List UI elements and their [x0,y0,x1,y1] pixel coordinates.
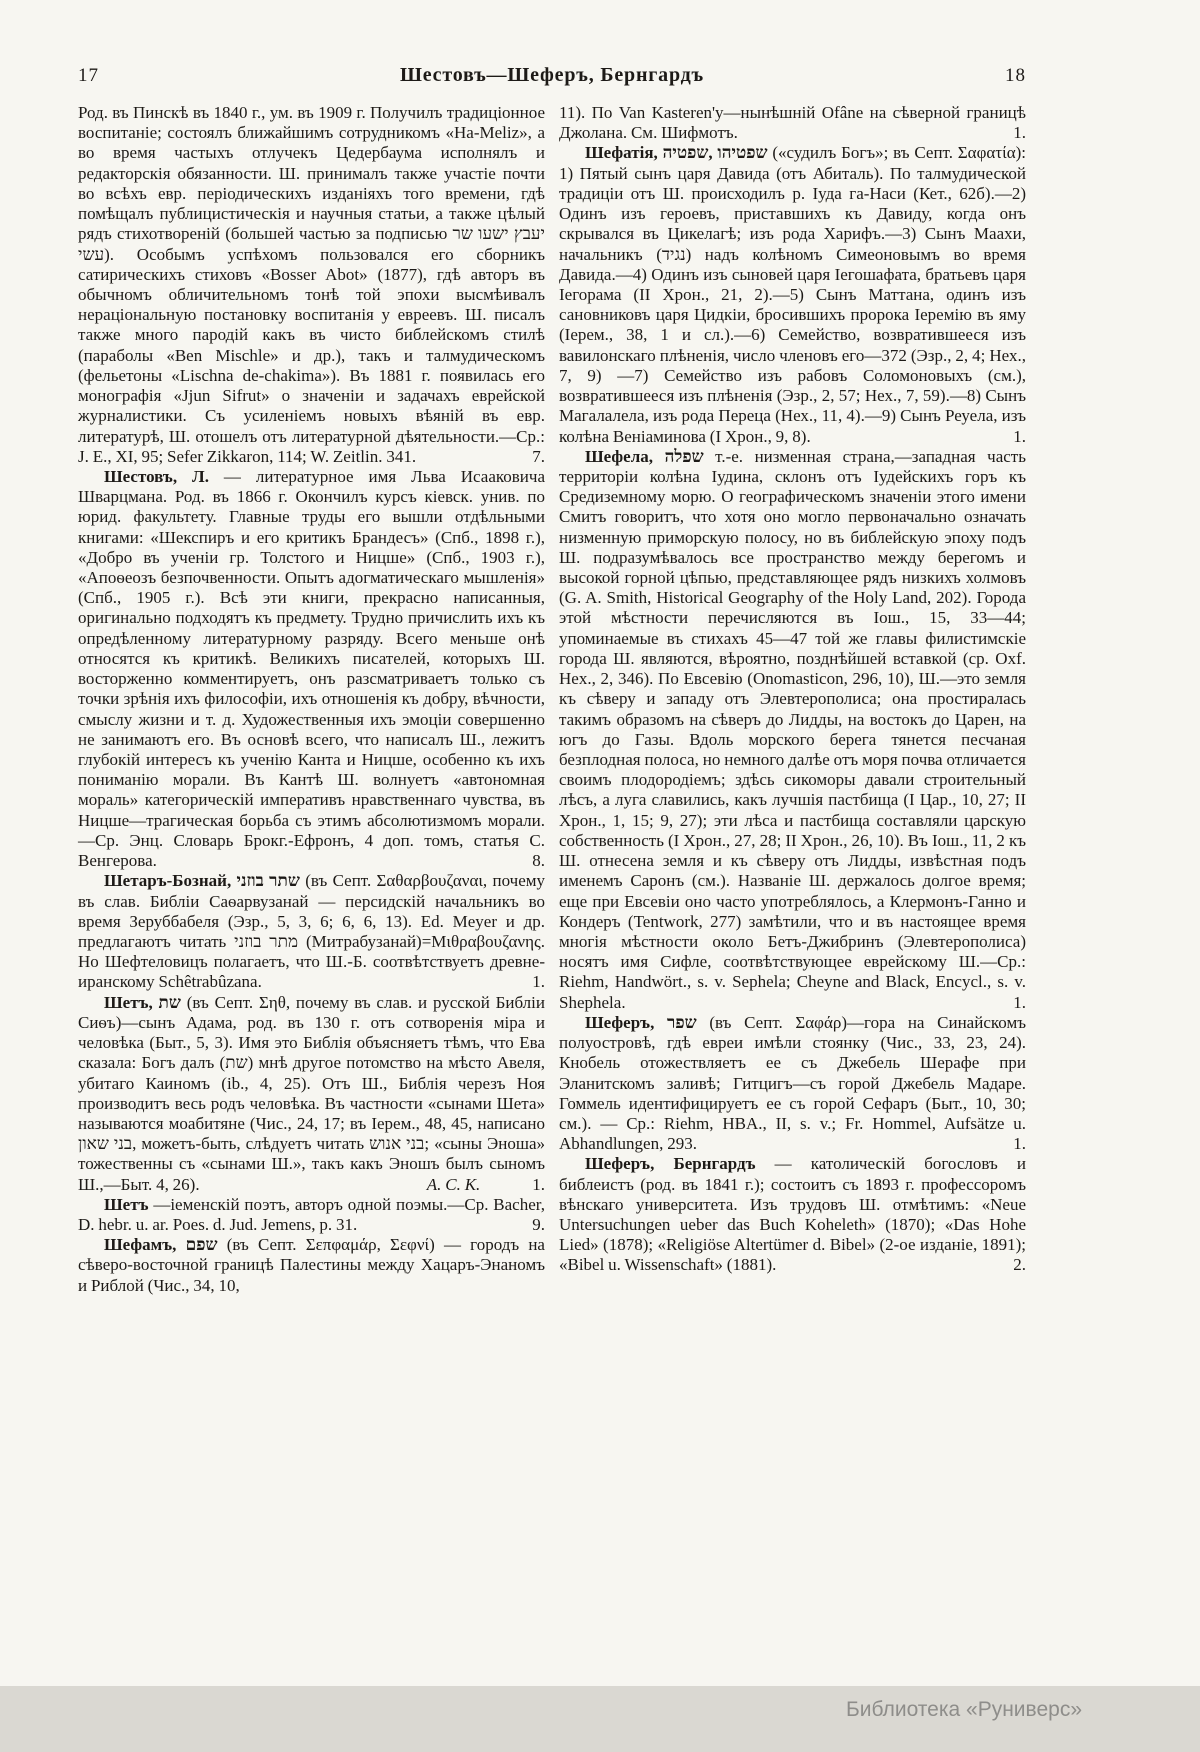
entry-headword: Шефамъ, [104,1235,177,1255]
paragraph-tail [987,1255,1026,1275]
entry-paragraph: Шеферъ, שפר (въ Септ. Σαφάρ)—гора на Синайскомъ полуостровѣ, гдѣ евреи имѣли стоянку (Чис., 33, 23, 24). Кнобель отожествляетъ ее съ Джебель Шерафе при Эланитскомъ заливѣ; Гитцигъ—съ горой Джебель Мадаре. Гоммель идентифицируетъ ее съ горой Сефаръ (Быт., 10, 30; см.). — Ср.: Riehm, HBA., II, s. v.; Fr. Hommel, Aufsätze u. Abhandlungen, 293. 1. [559,1012,1026,1154]
paragraph-tail [987,1134,1026,1154]
entry-paragraph: Шефела, שפלה т.-е. низменная страна,—западная часть территоріи колѣна Іудина, склонъ отъ Іудейскихъ горъ къ Средиземному морю. О географическомъ значеніи этого имени Смитъ говоритъ, что хотя оно могло первоначально означать низменную приморскую полосу, но въ библейскую эпоху подъ Ш. подразумѣвалось все пространство между берегомъ и высокой горной цѣпью, представляющее рядъ низкихъ холмовъ (G. A. Smith, Historical Geography of the Holy Land, 202). Города этой мѣстности перечисляются въ Іош., 15, 33—44; упоминаемые въ стихахъ 45—47 той же главы филистимскіе города Ш. являются, вѣроятно, позднѣйшей вставкой (ср. Oxf. Hex., 2, 346). По Евсевію (Onomasticon, 296, 10), Ш.—это земля къ сѣверу и западу отъ Элевтерополиса; она простиралась такимъ образомъ на сѣверъ до Лидды, на востокъ до Царен, на югъ до Газы. Вдоль морского берега тянется песчаная безплодная полоса, но немного далѣе отъ моря почва отличается своимъ плодородіемъ; здѣсь сикоморы давали строительный лѣсъ, а луга славились, какъ лучшія пастбища (I Цар., 10, 27; II Хрон., 1, 15; 9, 27); эти лѣса и пастбища составляли царскую собственность (I Хрон., 27, 28; II Хрон., 26, 10). Въ Іош., 11, 2 къ Ш. отнесена земля и къ сѣверу отъ Лидды, извѣстная подъ именемъ Саронъ (см.). Названіе Ш. держалось долгое время; еще при Евсевіи оно часто употреблялось, а Клермонъ-Ганно и Кондеръ (Tentwork, 277) замѣтили, что и въ настоящее время многія мѣстности около Бетъ-Джибринъ (Элевтерополиса) носятъ имя Сифле, соотвѣтствующее еврейскому Ш.—Ср.: Riehm, Handwört., s. v. Sephela; Cheyne and Black, Encycl., s. v. Shephela. 1. [559,446,1026,1012]
paragraph-tail [987,993,1026,1013]
right-column [559,103,1026,1296]
page-number-left: 17 [78,65,99,86]
entry-headword: Шетъ [104,1194,149,1214]
scan-footer-strip [0,1686,1200,1752]
section-number: 1. [532,972,545,992]
entry-headword: Шестовъ, Л. [104,466,209,486]
entry-paragraph: Шетъ —іеменскій поэтъ, авторъ одной поэмы.—Ср. Bacher, D. hebr. u. ar. Poes. d. Jud. Jemens, p. 31. 9. [78,1194,545,1235]
entry-paragraph: Шеферъ, Бернгардъ — католическій богословъ и библеистъ (род. въ 1841 г.); состоитъ съ 1893 г. профессоромъ вѣнскаго университета. Изъ трудовъ Ш. отмѣтимъ: «Neue Untersuchungen ueber das Buch Koheleth» (1870); «Das Hohe Lied» (1878); «Religiöse Altertümer d. Bibel» (2-ое изданіе, 1891); «Bibel u. Wissenschaft» (1881). 2. [559,1154,1026,1275]
section-number: 8. [532,851,545,871]
paragraph-tail [506,851,545,871]
entry-headword: Шетаръ-Бознай, [104,871,232,891]
paragraph-tail [506,1215,545,1235]
entry-paragraph: Шетъ, שת (въ Септ. Σηθ, почему въ слав. и русской Библіи Сиѳъ)—сынъ Адама, род. въ 130 г. отъ сотворенія міра и человѣка (Быт., 5, 3). Имя это Библія объясняетъ тѣмъ, что Ева сказала: Богъ далъ (שת) мнѣ другое потомство на мѣсто Авеля, убитаго Каиномъ (ib., 4, 25). Отъ Ш., Библія черезъ Ноя производитъ весь родъ человѣка. Въ частности «сынами Шета» называются моабитяне (Чис., 24, 17; въ Іерем., 48, 45, написано בני שאון, можетъ-быть, слѣдуетъ читать בני אנוש; «сыны Эноша» тожественны съ «сынами Ш.», такъ какъ Эношъ былъ сыномъ Ш.,—Быт. 4, 26). А. С. К. 1. [78,992,545,1194]
entry-paragraph: Шестовъ, Л. — литературное имя Льва Исааковича Шварцмана. Род. въ 1866 г. Окончилъ курсъ кіевск. унив. по юрид. факультету. Главные труды его вышли отдѣльными книгами: «Шекспиръ и его критикъ Брандесъ» (Спб., 1898 г.), «Добро въ ученіи гр. Толстого и Ницше» (Спб., 1903 г.), «Апоѳеозъ безпочвенности. Опытъ адогматическаго мышленія» (Спб., 1905 г.). Всѣ эти книги, прекрасно написанныя, оригинально подходятъ къ предмету. Трудно причислить ихъ къ опредѣленному литературному разряду. Всего меньше онѣ относятся къ критикѣ. Великихъ писателей, которыхъ Ш. восторженно комментируетъ, онъ разсматриваетъ только съ точки зрѣнія ихъ философіи, ихъ отношенія къ добру, вѣчности, смыслу жизни и т. д. Художественныя ихъ эмоціи совершенно не занимаютъ его. Въ основѣ всего, что написалъ Ш., лежитъ глубокій интересъ къ ученію Канта и Ницше, особенно къ ихъ пониманію морали. Въ Кантѣ Ш. волнуетъ «автономная мораль» категорическій императивъ нравственнаго чувства, въ Ницше—трагическая борьба съ этимъ абсолютизмомъ морали.—Ср. Энц. Словарь Брокг.-Ефронъ, 4 доп. томъ, статья С. Венгерова. 8. [78,466,545,871]
entry-headword: Шетъ, [104,992,153,1012]
hebrew-headword: שפם [185,1235,218,1255]
continuation-paragraph: Род. въ Пинскѣ въ 1840 г., ум. въ 1909 г. Получилъ традиціонное воспитаніе; состоялъ ближайшимъ сотрудникомъ «Ha-Meliz», а во время частыхъ отлучекъ Цедербаума исполнялъ и редакторскія обязанности. Ш. принималъ также участіе почти во всѣхъ евр. періодическихъ изданіяхъ того времени, гдѣ помѣщалъ публицистическія и научныя статьи, а также цѣлый рядъ стихотвореній (большей частью за подписью יעבץ ישעו שר עשי). Особымъ успѣхомъ пользовался его сборникъ сатирическихъ стиховъ «Bosser Abot» (1877), гдѣ авторъ въ обычномъ обличительномъ тонѣ той эпохи высмѣивалъ нераціональную постановку воспитанія у евреевъ. Ш. писалъ также много пародій какъ въ чисто библейскомъ стилѣ (параболы «Ben Mischle» и др.), такъ и талмудическомъ (фельетоны «Lischna de-chakima»). Въ 1881 г. появилась его монографія «Jjun Sifrut» о значеніи и задачахъ еврейской журналистики. Съ усиленіемъ новыхъ вѣяній въ евр. литературѣ, Ш. отошелъ отъ литературной дѣятельности.—Ср.: J. E., XI, 95; Sefer Zikkaron, 114; W. Zeitlin. 341. 7. [78,103,545,466]
paragraph-tail [506,972,545,992]
text-columns [78,103,1026,1296]
section-number: 1. [1013,1134,1026,1154]
library-watermark: Библиотека «Руниверс» [846,1698,1082,1721]
author-initials: А. С. К. [426,1174,481,1194]
entry-headword: Шеферъ, [585,1012,655,1032]
section-number: 9. [532,1215,545,1235]
left-column [78,103,545,1296]
entry-paragraph: Шетаръ-Бознай, שתר בוזני (въ Септ. Σαθαρβουζαναι, почему въ слав. Библіи Саѳарвузанай — персидскій начальникъ во время Зеруббабеля (Эзр., 5, 3, 6; 6, 6, 13). Ed. Meyer и др. предлагаютъ читать מתר בוזני (Митрабузанай)=Μιθραβουζανης. Но Шефтеловицъ полагаетъ, что Ш.-Б. соотвѣтствуетъ древне-иранскому Schêtrabûzana. 1. [78,871,546,992]
entry-headword: Шефатія, [585,143,658,163]
page-number-right: 18 [1004,65,1026,86]
entry-headword: Шефела, [585,446,654,466]
paragraph-tail [532,447,545,467]
hebrew-headword: שפלה [664,446,704,466]
section-number: 1. [532,1174,545,1194]
hebrew-headword: שתר בוזני [236,871,300,891]
running-title: Шестовъ—Шеферъ, Бернгардъ [399,64,705,86]
hebrew-headword: שפר [667,1012,697,1032]
section-number: 1. [1013,123,1026,143]
continuation-paragraph: 11). По Van Kasteren'у—нынѣшній Ofâne на сѣверной границѣ Джолана. См. Шифмотъ. 1. [559,103,1026,143]
paragraph-tail [987,427,1026,447]
entry-paragraph: Шефамъ, שפם (въ Септ. Σεπφαμάρ, Σεφνί) — городъ на сѣверо-восточной границѣ Палестины между Хацаръ-Энаномъ и Риблой (Чис., 34, 10, [78,1235,545,1295]
section-number: 2. [1013,1255,1026,1275]
hebrew-headword: שפטיהו ,שפטיה [662,143,768,163]
hebrew-headword: שת [158,992,181,1012]
page-header [78,64,1026,87]
entry-headword: Шеферъ, Бернгардъ [585,1154,756,1174]
entry-paragraph: Шефатія, שפטיהו ,שפטיה («судилъ Богъ»; въ Септ. Σαφατία): 1) Пятый сынъ царя Давида (отъ Абиталь). По талмудической традиціи отъ Ш. происходилъ р. Іуда га-Наси (Кет., 62б).—2) Одинъ изъ героевъ, приставшихъ къ Давиду, когда онъ скрывался въ Цикелагѣ; изъ рода Харифъ.—3) Сынъ Маахи, начальникъ (נגיד) надъ колѣномъ Симеоновымъ во время Давида.—4) Одинъ изъ сыновей царя Іегошафата, братьевъ царя Іегорама (II Хрон., 21, 2).—5) Сынъ Маттана, одинъ изъ сановниковъ царя Цидкіи, бросившихъ пророка Іеремію въ яму (Іерем., 38, 1 и сл.).—6) Семейство, возвратившееся изъ вавилонскаго плѣненія, число членовъ его—372 (Эзр., 2, 4; Нех., 7, 9) —7) Семейство изъ рабовъ Соломоновыхъ (см.), возвратившееся изъ плѣненія (Эзр., 2, 57; Нех., 7, 59).—8) Сынъ Магалалела, изъ рода Переца (Нех., 11, 4).—9) Сынъ Реуела, изъ колѣна Веніаминова (I Хрон., 9, 8). 1. [559,143,1026,446]
section-number: 1. [1013,992,1026,1012]
paragraph-tail [401,1175,545,1195]
paragraph-tail [1013,123,1026,143]
section-number: 1. [1013,426,1026,446]
section-number: 7. [532,446,545,466]
